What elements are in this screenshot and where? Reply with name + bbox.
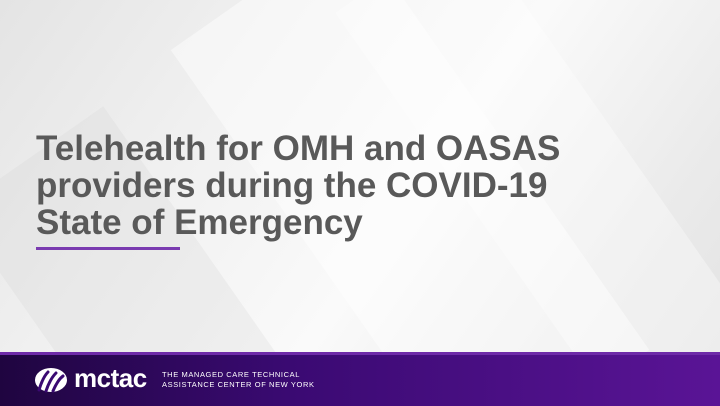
- tagline-line: THE MANAGED CARE TECHNICAL: [162, 370, 300, 379]
- title-underline: [36, 247, 180, 250]
- footer-band: [0, 352, 720, 406]
- logo-wordmark: mctac: [74, 363, 147, 393]
- slide-title-line: Telehealth for OMH and OASAS: [36, 129, 561, 168]
- tagline-line: ASSISTANCE CENTER OF NEW YORK: [162, 379, 315, 389]
- organization-tagline: [162, 370, 362, 389]
- slide-title-line: providers during the COVID-19: [36, 166, 548, 205]
- mctac-logo: [34, 364, 152, 394]
- slide-title: [36, 130, 596, 241]
- footer-top-border: [0, 352, 720, 355]
- slide-title-line: State of Emergency: [36, 203, 363, 242]
- mctac-swoosh-icon: [34, 364, 70, 394]
